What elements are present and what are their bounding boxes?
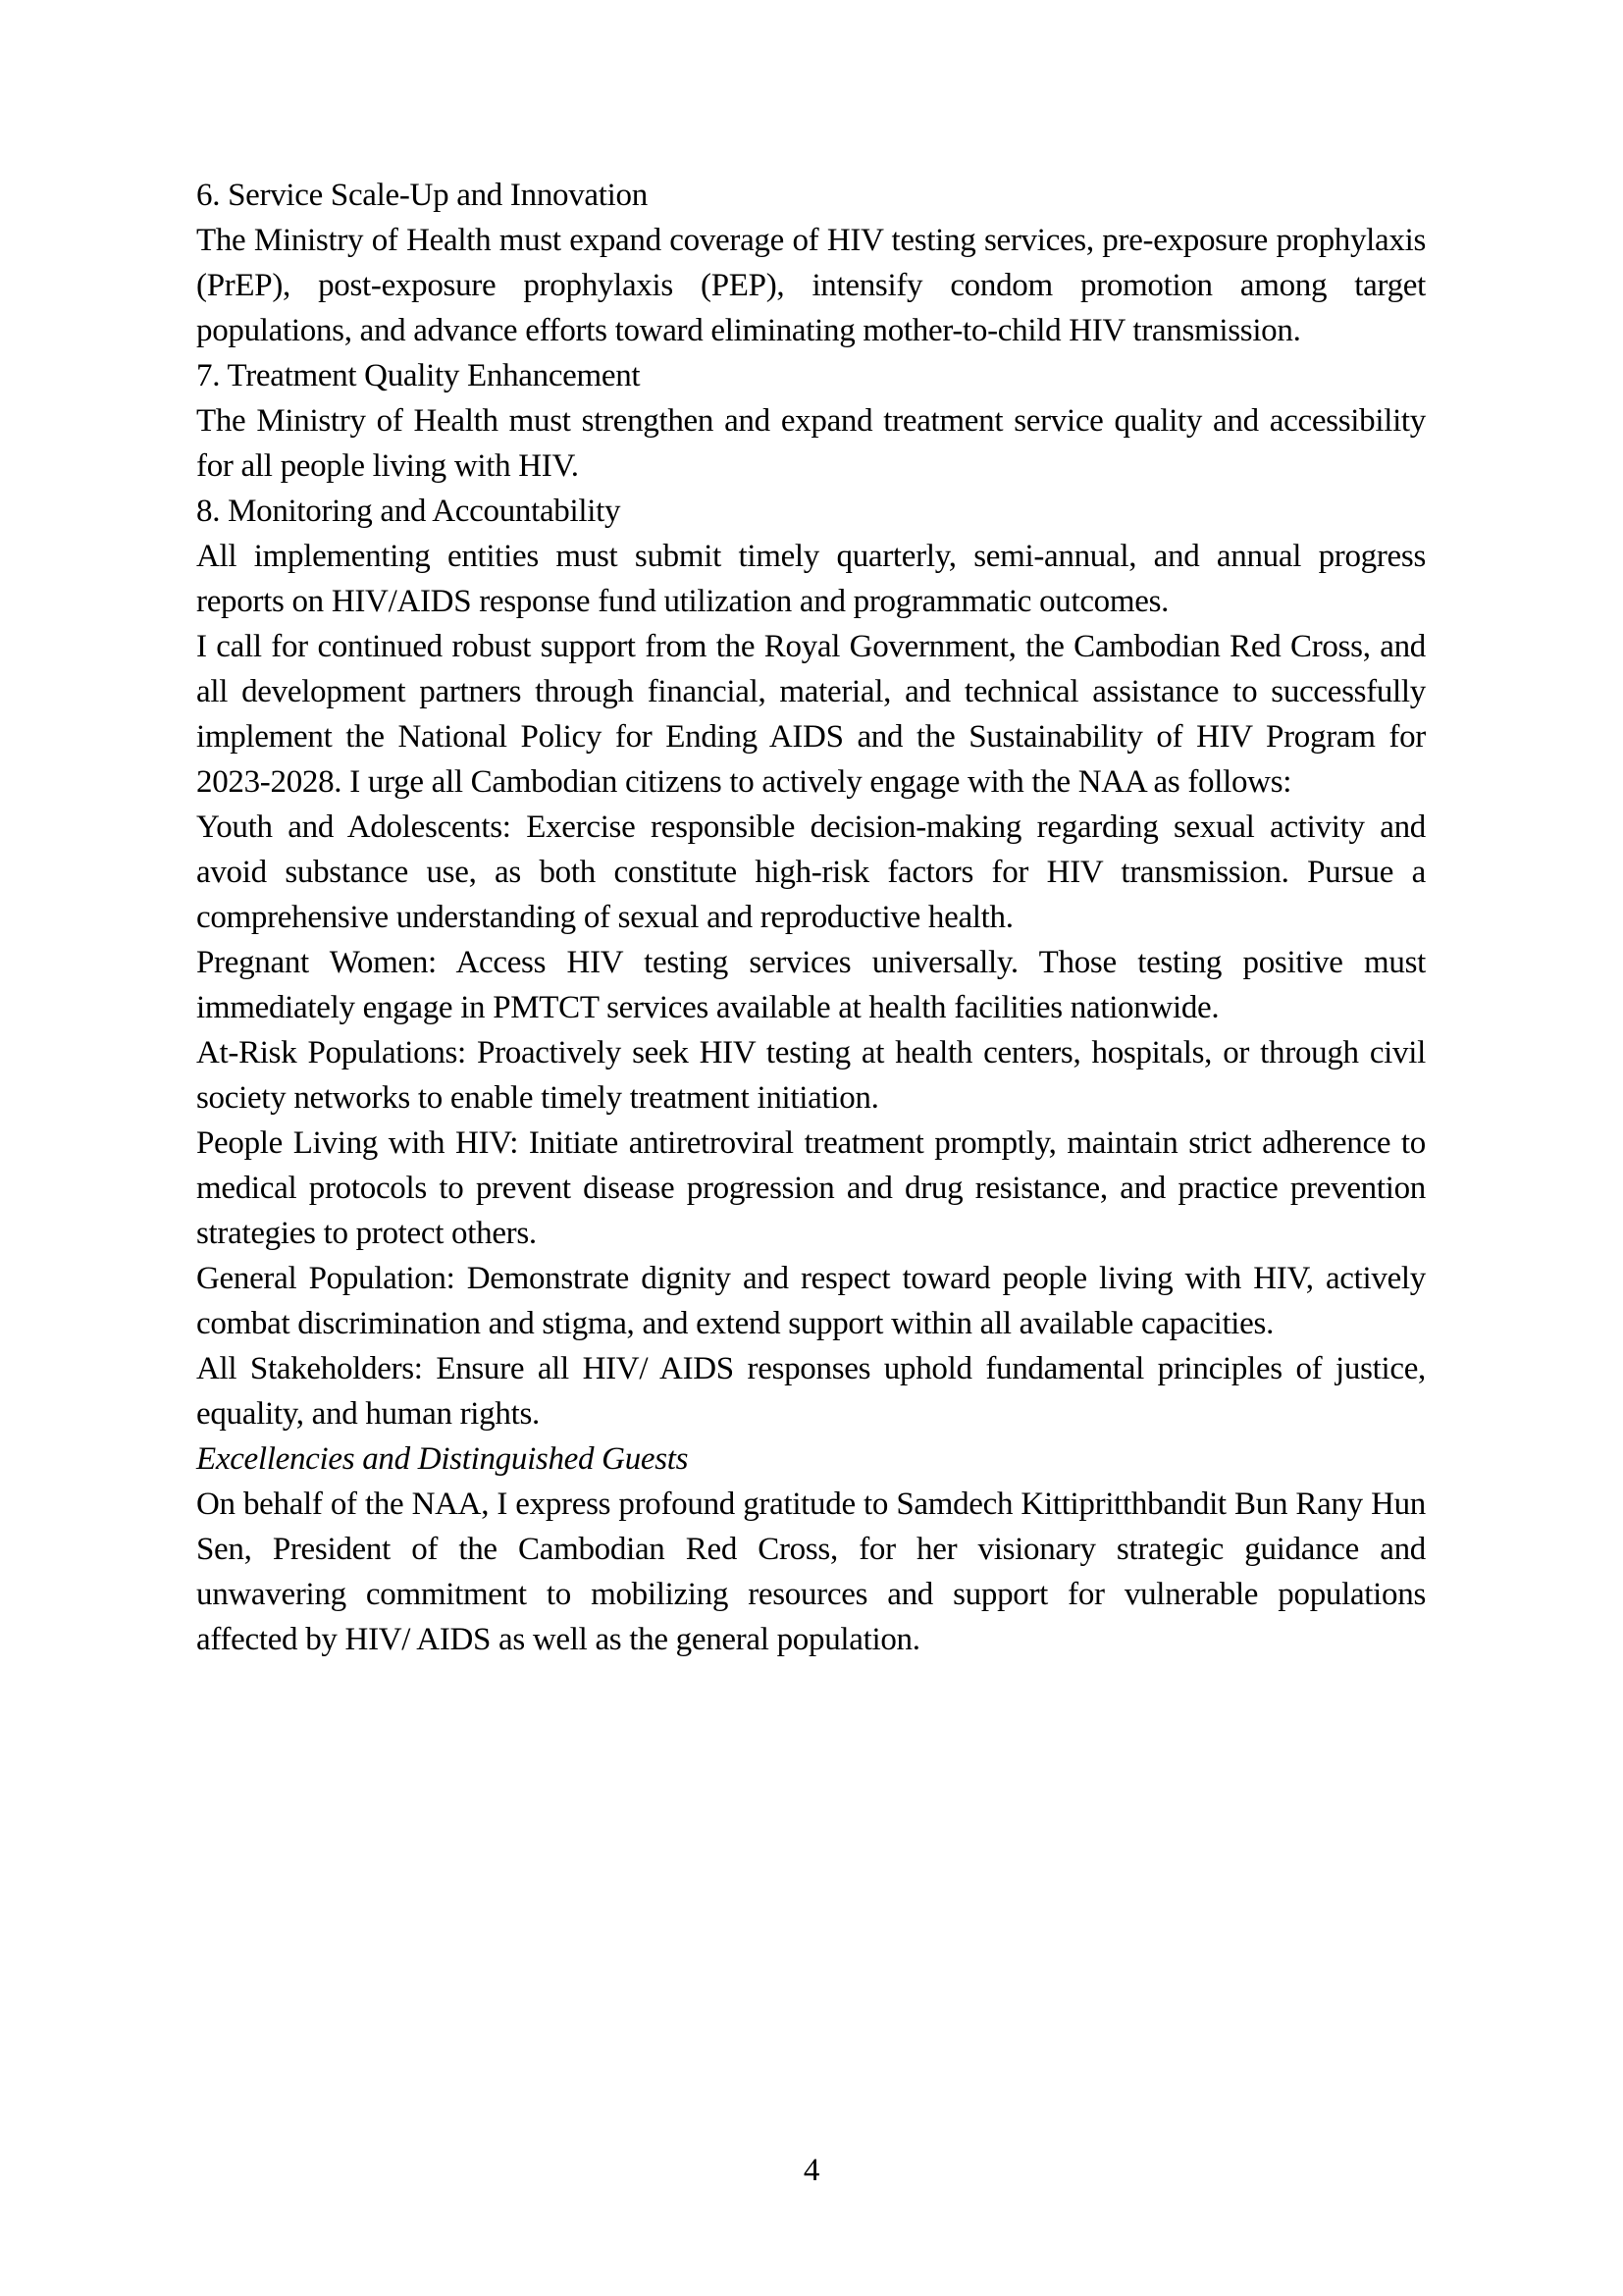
- guidance-general-population: General Population: Demonstrate dignity and respect toward people living with HIV, actively combat discrimination and stigma, and extend support within all available capacities.: [196, 1261, 1426, 1341]
- closing-gratitude-paragraph: On behalf of the NAA, I express profound gratitude to Samdech Kittipritthbandit Bun Rany Hun Sen, President of the Cambodian Red Cross, for her visionary strategic guidance and unwavering commitment to mobilizing resources and support for vulnerable populations affected by HIV/ AIDS as well as the general population.: [196, 1487, 1426, 1657]
- guidance-youth-adolescents: Youth and Adolescents: Exercise responsible decision-making regarding sexual activity and avoid substance use, as both constitute high-risk factors for HIV transmission. Pursue a comprehensive understanding of sexual and reproductive health.: [196, 809, 1426, 935]
- call-for-support-paragraph: I call for continued robust support from the Royal Government, the Cambodian Red Cross, and all development partners through financial, material, and technical assistance to successfully implement the National Policy for Ending AIDS and the Sustainability of HIV Program for 2023-2028. I urge all Cambodian citizens to actively engage with the NAA as follows:: [196, 629, 1426, 800]
- section-treatment-quality: [196, 353, 1426, 489]
- section-service-scale-up: [196, 173, 1426, 353]
- guidance-all-stakeholders: All Stakeholders: Ensure all HIV/ AIDS responses uphold fundamental principles of justice, equality, and human rights.: [196, 1351, 1426, 1432]
- section-6-body: The Ministry of Health must expand coverage of HIV testing services, pre-exposure prophylaxis (PrEP), post-exposure prophylaxis (PEP), intensify condom promotion among target populations, and advance efforts toward eliminating mother-to-child HIV transmission.: [196, 223, 1426, 348]
- section-6-heading: 6. Service Scale-Up and Innovation: [196, 178, 648, 213]
- section-monitoring-accountability: [196, 489, 1426, 624]
- section-7-heading: 7. Treatment Quality Enhancement: [196, 358, 641, 393]
- page-number: 4: [803, 2153, 820, 2188]
- salutation-line: Excellencies and Distinguished Guests: [196, 1441, 689, 1477]
- guidance-at-risk-populations: At-Risk Populations: Proactively seek HIV testing at health centers, hospitals, or through civil society networks to enable timely treatment initiation.: [196, 1035, 1426, 1116]
- guidance-people-living-with-hiv: People Living with HIV: Initiate antiretroviral treatment promptly, maintain strict adherence to medical protocols to prevent disease progression and drug resistance, and practice prevention strategies to protect others.: [196, 1125, 1426, 1251]
- guidance-pregnant-women: Pregnant Women: Access HIV testing services universally. Those testing positive must immediately engage in PMTCT services available at health facilities nationwide.: [196, 945, 1426, 1025]
- section-8-heading: 8. Monitoring and Accountability: [196, 494, 621, 529]
- page-content: [196, 173, 1426, 1662]
- section-8-body: All implementing entities must submit timely quarterly, semi-annual, and annual progress reports on HIV/AIDS response fund utilization and programmatic outcomes.: [196, 539, 1426, 619]
- section-7-body: The Ministry of Health must strengthen and expand treatment service quality and accessibility for all people living with HIV.: [196, 403, 1426, 484]
